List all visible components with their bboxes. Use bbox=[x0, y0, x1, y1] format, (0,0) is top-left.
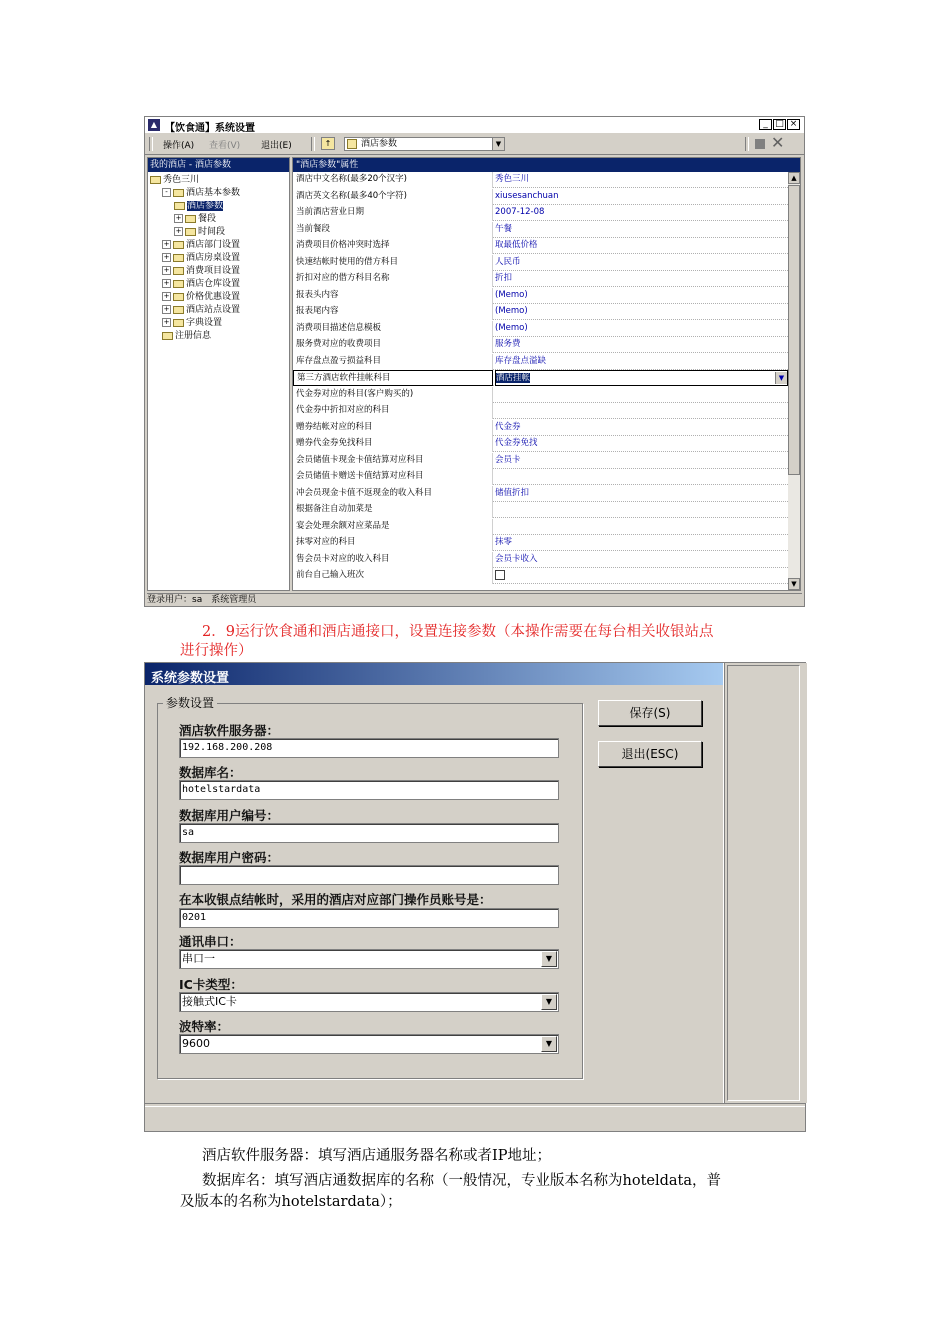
card-type-value: 接触式IC卡 bbox=[182, 995, 237, 1008]
property-grid bbox=[292, 157, 801, 591]
body-paragraph-1: 酒店软件服务器：填写酒店通服务器名称或者IP地址； bbox=[202, 1148, 551, 1164]
window-title: 【饮食通】系统设置 bbox=[165, 123, 255, 134]
property-name: 根据备注自动加菜是 bbox=[293, 502, 493, 518]
expand-icon[interactable]: + bbox=[163, 305, 170, 313]
property-value[interactable]: 会员卡 bbox=[495, 454, 521, 465]
property-row[interactable] bbox=[293, 354, 788, 370]
property-row[interactable] bbox=[293, 271, 788, 287]
folder-icon bbox=[174, 202, 185, 210]
tree-node-label: 时间段 bbox=[198, 227, 226, 237]
tree-node-label: 字典设置 bbox=[186, 318, 223, 328]
tree-node[interactable] bbox=[150, 265, 288, 278]
node-combo[interactable] bbox=[344, 137, 505, 151]
property-value[interactable] bbox=[495, 403, 788, 419]
property-name: 当前餐段 bbox=[293, 222, 493, 238]
property-name: 消费项目描述信息模板 bbox=[293, 321, 493, 337]
property-scrollbar[interactable] bbox=[788, 172, 800, 590]
db-password-label: 数据库用户密码： bbox=[179, 850, 280, 865]
property-row[interactable] bbox=[293, 255, 788, 271]
property-value[interactable]: (Memo) bbox=[495, 289, 528, 300]
property-value-text: 酒店挂帐 bbox=[496, 373, 531, 383]
property-row[interactable] bbox=[293, 222, 788, 238]
property-name: 库存盘点盈亏损益科目 bbox=[293, 354, 493, 370]
baud-rate-select[interactable] bbox=[179, 1034, 559, 1054]
up-folder-icon[interactable]: ↑ bbox=[321, 137, 335, 150]
folder-icon bbox=[173, 280, 184, 288]
property-name: 服务费对应的收费项目 bbox=[293, 337, 493, 353]
tree-node[interactable] bbox=[150, 304, 288, 317]
collapse-icon[interactable]: - bbox=[162, 188, 171, 197]
menu-view[interactable]: 查看(V) bbox=[209, 141, 241, 151]
close-button[interactable]: × bbox=[787, 119, 800, 130]
property-name: 冲会员现金卡值不返现金的收入科目 bbox=[293, 486, 493, 502]
tree-node[interactable] bbox=[150, 200, 288, 213]
tree-node[interactable] bbox=[150, 239, 288, 252]
chevron-down-icon[interactable]: ▼ bbox=[541, 951, 557, 967]
property-name: 售会员卡对应的收入科目 bbox=[293, 552, 493, 568]
tree-node-label: 餐段 bbox=[198, 214, 217, 224]
tree-node-label: 价格优惠设置 bbox=[186, 292, 241, 302]
expand-icon[interactable]: + bbox=[163, 318, 170, 326]
property-value[interactable]: (Memo) bbox=[495, 322, 528, 333]
property-name: 酒店英文名称(最多40个字符) bbox=[293, 189, 493, 205]
db-user-input[interactable]: sa bbox=[179, 823, 559, 843]
folder-icon bbox=[173, 189, 184, 197]
property-row[interactable] bbox=[293, 486, 788, 502]
property-name: 酒店中文名称(最多20个汉字) bbox=[293, 172, 493, 188]
close-x-icon[interactable]: ✕ bbox=[771, 133, 785, 152]
scroll-down-icon[interactable]: ▼ bbox=[788, 578, 800, 590]
serial-port-value: 串口一 bbox=[182, 952, 215, 965]
expand-icon[interactable]: + bbox=[163, 253, 170, 261]
property-value[interactable]: 秀色三川 bbox=[495, 174, 530, 184]
chevron-down-icon[interactable]: ▼ bbox=[492, 138, 504, 150]
property-value[interactable]: 会员卡收入 bbox=[495, 553, 538, 564]
property-name: 前台自己输入班次 bbox=[293, 568, 493, 584]
property-row[interactable] bbox=[293, 238, 788, 254]
property-value[interactable]: 代金券免找 bbox=[495, 438, 538, 448]
property-value[interactable]: 储值折扣 bbox=[495, 487, 530, 498]
serial-port-label: 通讯串口： bbox=[179, 934, 242, 949]
toolbar-separator bbox=[311, 137, 315, 151]
property-name: 赠券结帐对应的科目 bbox=[293, 420, 493, 436]
property-row[interactable] bbox=[293, 321, 788, 337]
expand-icon[interactable]: + bbox=[175, 214, 182, 222]
tree-node[interactable] bbox=[150, 330, 288, 343]
property-name: 赠券代金券免找科目 bbox=[293, 436, 493, 452]
menu-toolbar bbox=[145, 134, 804, 155]
chevron-down-icon[interactable]: ▼ bbox=[775, 372, 787, 384]
property-row[interactable] bbox=[293, 337, 788, 353]
maximize-button[interactable]: □ bbox=[773, 119, 786, 130]
property-value[interactable] bbox=[495, 387, 788, 403]
property-name: 会员储值卡赠送卡值结算对应科目 bbox=[293, 469, 493, 485]
card-type-select[interactable] bbox=[179, 992, 559, 1012]
property-row[interactable] bbox=[293, 403, 788, 419]
chevron-down-icon[interactable]: ▼ bbox=[541, 1036, 557, 1052]
property-row[interactable] bbox=[293, 535, 788, 551]
property-name: 抹零对应的科目 bbox=[293, 535, 493, 551]
tree-header: 我的酒店 - 酒店参数 bbox=[148, 158, 289, 172]
tree-node-label: 秀色三川 bbox=[163, 175, 200, 185]
property-name: 宴会处理余额对应菜品是 bbox=[293, 519, 493, 535]
tree-node-label: 酒店部门设置 bbox=[186, 240, 241, 250]
property-value[interactable]: 折扣 bbox=[495, 273, 513, 283]
property-value[interactable]: 午餐 bbox=[495, 223, 513, 234]
property-row[interactable] bbox=[293, 552, 788, 568]
baud-rate-label: 波特率： bbox=[179, 1019, 230, 1034]
property-row[interactable] bbox=[293, 502, 788, 518]
save-button[interactable]: 保存(S) bbox=[598, 700, 702, 726]
exit-button[interactable]: 退出(ESC) bbox=[598, 741, 702, 767]
folder-icon bbox=[185, 228, 196, 236]
property-value[interactable]: 服务费 bbox=[495, 339, 521, 349]
tree-node[interactable] bbox=[150, 174, 288, 187]
operator-account-input[interactable]: 0201 bbox=[179, 908, 559, 928]
folder-icon bbox=[162, 332, 173, 340]
expand-icon[interactable]: + bbox=[175, 227, 182, 235]
property-row[interactable] bbox=[293, 288, 788, 304]
expand-icon[interactable]: + bbox=[163, 279, 170, 287]
property-row[interactable] bbox=[293, 453, 788, 469]
expand-icon[interactable]: + bbox=[163, 292, 170, 300]
serial-port-select[interactable] bbox=[179, 949, 559, 969]
property-name: 代金券中折扣对应的科目 bbox=[293, 403, 493, 419]
tree-node[interactable] bbox=[150, 278, 288, 291]
menu-operation[interactable]: 操作(A) bbox=[163, 141, 195, 151]
body-paragraph-2-line-1: 数据库名：填写酒店通数据库的名称（一般情况，专业版本名称为hoteldata，普 bbox=[202, 1173, 722, 1189]
property-name: 消费项目价格冲突时选择 bbox=[293, 238, 493, 254]
server-label: 酒店软件服务器： bbox=[179, 723, 280, 738]
property-name: 第三方酒店软件挂帐科目 bbox=[293, 370, 493, 386]
folder-icon bbox=[173, 241, 184, 249]
property-row[interactable] bbox=[293, 189, 788, 205]
settings-folder-icon bbox=[347, 139, 357, 149]
chevron-down-icon[interactable]: ▼ bbox=[541, 994, 557, 1010]
property-value[interactable]: 取最低价格 bbox=[495, 240, 538, 250]
tree-node-label: 酒店基本参数 bbox=[186, 188, 241, 198]
property-row[interactable] bbox=[293, 370, 788, 386]
tree-node-label: 酒店参数 bbox=[187, 201, 224, 211]
db-user-label: 数据库用户编号： bbox=[179, 808, 280, 823]
property-row[interactable] bbox=[293, 387, 788, 403]
node-combo-value: 酒店参数 bbox=[361, 139, 398, 149]
property-row[interactable] bbox=[293, 420, 788, 436]
tree-node[interactable] bbox=[150, 291, 288, 304]
folder-icon bbox=[173, 319, 184, 327]
folder-icon bbox=[173, 254, 184, 262]
app-icon: ▲ bbox=[148, 119, 160, 131]
property-value[interactable]: 抹零 bbox=[495, 537, 513, 547]
property-value[interactable] bbox=[495, 502, 788, 518]
folder-icon bbox=[173, 293, 184, 301]
property-value[interactable] bbox=[495, 370, 788, 386]
params-group-label: 参数设置 bbox=[163, 694, 217, 711]
db-password-input[interactable] bbox=[179, 865, 559, 885]
system-settings-window bbox=[144, 116, 805, 607]
property-name: 报表尾内容 bbox=[293, 304, 493, 320]
server-input[interactable]: 192.168.200.208 bbox=[179, 738, 559, 758]
tree-node[interactable] bbox=[150, 187, 288, 200]
dialog-title: 系统参数设置 bbox=[151, 671, 230, 686]
scroll-up-icon[interactable]: ▲ bbox=[788, 172, 800, 184]
body-paragraph-2-line-2: 及版本的名称为hotelstardata）； bbox=[180, 1194, 402, 1210]
property-value[interactable] bbox=[495, 568, 788, 584]
card-type-label: IC卡类型： bbox=[179, 977, 243, 992]
folder-icon bbox=[185, 215, 196, 223]
minimize-button[interactable]: _ bbox=[759, 119, 772, 130]
property-name: 报表头内容 bbox=[293, 288, 493, 304]
system-params-dialog bbox=[144, 662, 806, 1132]
property-row[interactable] bbox=[293, 205, 788, 221]
property-name: 代金券对应的科目(客户购买的) bbox=[293, 387, 493, 403]
db-input[interactable]: hotelstardata bbox=[179, 780, 559, 800]
menu-exit[interactable]: 退出(E) bbox=[261, 141, 292, 151]
tree-node-label: 消费项目设置 bbox=[186, 266, 241, 276]
tree-node[interactable] bbox=[150, 317, 288, 330]
hotel-icon bbox=[150, 176, 161, 184]
property-row[interactable] bbox=[293, 568, 788, 584]
property-grid-header: "酒店参数"属性 bbox=[293, 158, 800, 172]
status-bar: 登录用户：sa 系统管理员 bbox=[147, 593, 802, 607]
property-row[interactable] bbox=[293, 172, 788, 188]
tree-node-label: 酒店仓库设置 bbox=[186, 279, 241, 289]
tree-node[interactable] bbox=[150, 213, 288, 226]
dialog-divider bbox=[145, 1103, 805, 1107]
expand-icon[interactable]: + bbox=[163, 240, 170, 248]
tree-node[interactable] bbox=[150, 226, 288, 239]
operator-account-label: 在本收银点结帐时，采用的酒店对应部门操作员账号是： bbox=[179, 892, 492, 907]
instruction-line-1: 2．9运行饮食通和酒店通接口，设置连接参数（本操作需要在每台相关收银站点 bbox=[202, 624, 714, 640]
property-value[interactable]: 人民币 bbox=[495, 256, 521, 267]
property-name: 会员储值卡现金卡值结算对应科目 bbox=[293, 453, 493, 469]
instruction-line-2: 进行操作） bbox=[180, 643, 253, 659]
expand-icon[interactable]: + bbox=[163, 266, 170, 274]
property-checkbox[interactable] bbox=[495, 570, 505, 580]
folder-icon bbox=[173, 306, 184, 314]
tree-node[interactable] bbox=[150, 252, 288, 265]
tree-view bbox=[150, 174, 288, 343]
tree-node-label: 注册信息 bbox=[175, 331, 212, 341]
stop-icon[interactable] bbox=[755, 139, 765, 149]
tree-panel bbox=[147, 157, 290, 591]
right-panel-frame bbox=[727, 665, 800, 1101]
property-value[interactable] bbox=[495, 519, 788, 535]
property-row[interactable] bbox=[293, 469, 788, 485]
property-value[interactable]: xiusesanchuan bbox=[495, 190, 559, 201]
tree-node-label: 酒店站点设置 bbox=[186, 305, 241, 315]
scroll-thumb[interactable] bbox=[788, 185, 800, 475]
property-name: 当前酒店营业日期 bbox=[293, 205, 493, 221]
baud-rate-value: 9600 bbox=[182, 1037, 210, 1050]
property-row[interactable] bbox=[293, 304, 788, 320]
property-value[interactable]: (Memo) bbox=[495, 306, 528, 316]
db-label: 数据库名： bbox=[179, 765, 242, 780]
property-row[interactable] bbox=[293, 519, 788, 535]
property-value[interactable]: 库存盘点溢缺 bbox=[495, 355, 547, 366]
property-value[interactable]: 2007-12-08 bbox=[495, 207, 545, 217]
tree-node-label: 酒店房桌设置 bbox=[186, 253, 241, 263]
toolbar-separator bbox=[745, 137, 749, 151]
property-name: 折扣对应的借方科目名称 bbox=[293, 271, 493, 287]
property-name: 快速结帐时使用的借方科目 bbox=[293, 255, 493, 271]
folder-icon bbox=[173, 267, 184, 275]
window-titlebar bbox=[145, 117, 804, 133]
property-rows bbox=[293, 172, 788, 590]
toolbar-grip bbox=[149, 137, 153, 151]
property-row[interactable] bbox=[293, 436, 788, 452]
property-value[interactable] bbox=[495, 469, 788, 485]
property-value[interactable]: 代金券 bbox=[495, 421, 521, 432]
dialog-titlebar bbox=[145, 663, 723, 685]
